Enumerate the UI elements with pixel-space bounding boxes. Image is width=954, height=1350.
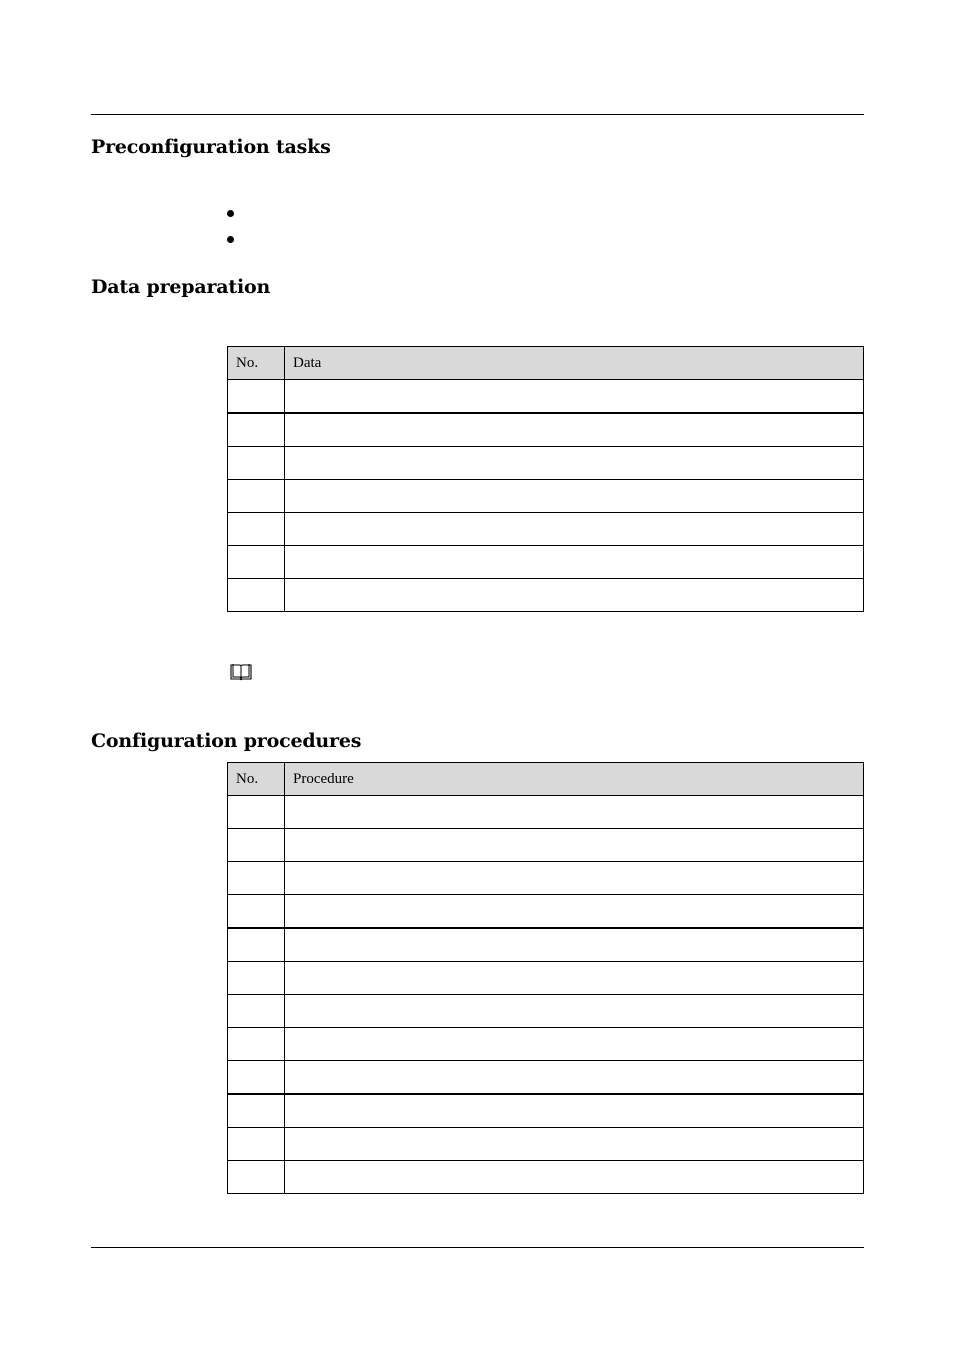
table-cell-no <box>228 447 285 480</box>
table-cell-procedure <box>285 1061 864 1095</box>
table-cell-no <box>228 928 285 962</box>
table-cell-procedure <box>285 928 864 962</box>
table-cell-no <box>228 380 285 414</box>
table-cell-no <box>228 1128 285 1161</box>
table-cell-no <box>228 579 285 612</box>
table-cell-procedure <box>285 962 864 995</box>
table-cell-no <box>228 1028 285 1061</box>
table-row <box>228 1094 864 1128</box>
table-cell-data <box>285 579 864 612</box>
heading-configuration-procedures: Configuration procedures <box>91 730 362 752</box>
table-row <box>228 413 864 447</box>
table-cell-no <box>228 513 285 546</box>
table-cell-no <box>228 1061 285 1095</box>
table-cell-procedure <box>285 995 864 1028</box>
header-rule <box>91 114 864 115</box>
heading-preconfiguration-tasks: Preconfiguration tasks <box>91 136 331 158</box>
table-row <box>228 447 864 480</box>
table-cell-no <box>228 480 285 513</box>
table-cell-procedure <box>285 829 864 862</box>
footer-rule <box>91 1247 864 1248</box>
table-cell-data <box>285 513 864 546</box>
column-header-no: No. <box>228 347 285 380</box>
list-item <box>226 231 826 257</box>
data-preparation-table <box>227 346 864 612</box>
table-row <box>228 962 864 995</box>
table-row <box>228 796 864 829</box>
table-cell-data <box>285 380 864 414</box>
table-row <box>228 480 864 513</box>
table-row <box>228 995 864 1028</box>
table-cell-procedure <box>285 1128 864 1161</box>
table-row <box>228 1028 864 1061</box>
table-row <box>228 1128 864 1161</box>
table-cell-no <box>228 1094 285 1128</box>
table-cell-no <box>228 962 285 995</box>
table-cell-procedure <box>285 1161 864 1194</box>
configuration-procedures-table <box>227 762 864 1194</box>
bullet-icon <box>227 236 234 243</box>
table-row <box>228 546 864 579</box>
list-item <box>226 205 826 231</box>
table-cell-procedure <box>285 796 864 829</box>
column-header-procedure: Procedure <box>285 763 864 796</box>
table-header-row <box>228 347 864 380</box>
heading-data-preparation: Data preparation <box>91 276 271 298</box>
table-cell-no <box>228 796 285 829</box>
table-cell-procedure <box>285 862 864 895</box>
table-row <box>228 380 864 414</box>
table-row <box>228 895 864 929</box>
column-header-data: Data <box>285 347 864 380</box>
table-row <box>228 829 864 862</box>
bullet-icon <box>227 210 234 217</box>
table-cell-data <box>285 480 864 513</box>
table-cell-no <box>228 1161 285 1194</box>
table-cell-no <box>228 995 285 1028</box>
book-icon <box>229 662 253 682</box>
table-cell-procedure <box>285 895 864 929</box>
table-row <box>228 928 864 962</box>
table-row <box>228 579 864 612</box>
table-cell-procedure <box>285 1094 864 1128</box>
table-row <box>228 513 864 546</box>
table-header-row <box>228 763 864 796</box>
table-cell-data <box>285 546 864 579</box>
table-cell-data <box>285 413 864 447</box>
table-row <box>228 1061 864 1095</box>
table-row <box>228 1161 864 1194</box>
table-cell-no <box>228 546 285 579</box>
preconfiguration-list <box>226 205 826 257</box>
column-header-no: No. <box>228 763 285 796</box>
table-cell-no <box>228 829 285 862</box>
table-cell-no <box>228 413 285 447</box>
table-cell-no <box>228 862 285 895</box>
table-cell-procedure <box>285 1028 864 1061</box>
table-cell-no <box>228 895 285 929</box>
table-row <box>228 862 864 895</box>
table-cell-data <box>285 447 864 480</box>
